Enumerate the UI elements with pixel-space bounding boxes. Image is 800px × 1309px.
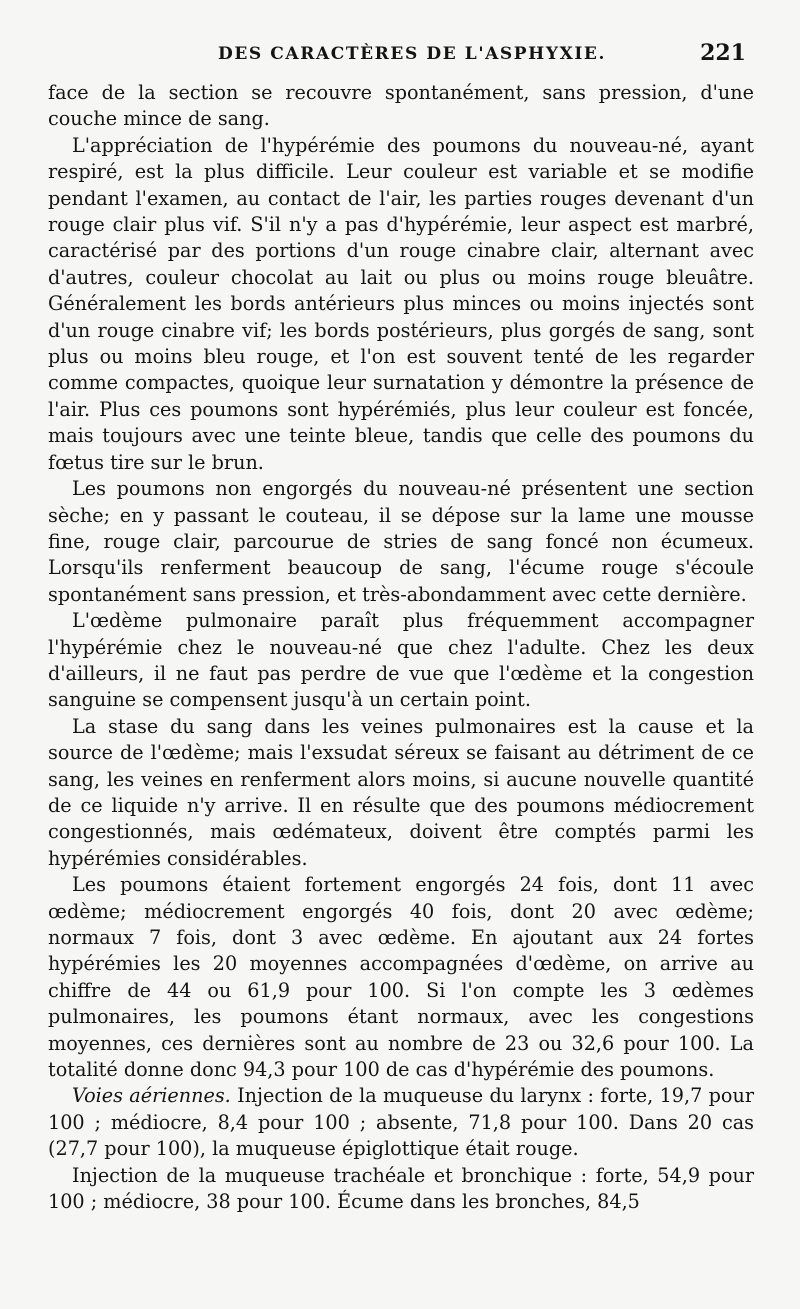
paragraph-non-engorged-lungs	[48, 476, 754, 608]
book-page	[48, 38, 754, 1215]
paragraph-text: Injection de la muqueuse trachéale et bronchique : forte, 54,9 pour 100 ; médiocre, 38 pour 100. Écume dans les bronches, 84,5	[48, 1163, 754, 1214]
paragraph-text: Les poumons étaient fortement engorgés 24 fois, dont 11 avec œdème; médiocrement engorgés 40 fois, dont 20 avec œdème; normaux 7 fois, dont 3 avec œdème. En ajoutant aux 24 fortes hypérémies les 20 moyennes accompagnées d'œdème, on arrive au chiffre de 44 ou 61,9 pour 100. Si l'on compte les 3 œdèmes pulmonaires, les poumons étant normaux, avec les congestions moyennes, ces dernières sont au nombre de 23 ou 32,6 pour 100. La totalité donne donc 94,3 pour 100 de cas d'hypérémie des poumons.	[48, 873, 754, 1082]
paragraph-tracheal-injection	[48, 1163, 754, 1216]
paragraph-text: L'œdème pulmonaire paraît plus fréquemment accompagner l'hypérémie chez le nouveau-né que chez l'adulte. Chez les deux d'ailleurs, il ne faut pas perdre de vue que l'œdème et la congestion sanguine se compensent jusqu'à un certain point.	[48, 609, 754, 712]
body-text	[48, 80, 754, 1215]
paragraph-text: Les poumons non engorgés du nouveau-né présentent une section sèche; en y passant le couteau, il se dépose sur la lame une mousse fine, rouge clair, parcourue de stries de sang foncé non écumeux. Lorsqu'ils renferment beaucoup de sang, l'écume rouge s'écoule spontanément sans pression, et très-abondamment avec cette dernière.	[48, 477, 754, 606]
paragraph-text: L'appréciation de l'hypérémie des poumons du nouveau-né, ayant respiré, est la plus difficile. Leur couleur est variable et se modifie pendant l'examen, au contact de l'air, les parties rouges devenant d'un rouge clair plus vif. S'il n'y a pas d'hypérémie, leur aspect est marbré, caractérisé par des portions d'un rouge cinabre clair, alternant avec d'autres, couleur chocolat au lait ou plus ou moins rouge bleuâtre. Généralement les bords antérieurs plus minces ou moins injectés sont d'un rouge cinabre vif; les bords postérieurs, plus gorgés de sang, sont plus ou moins bleu rouge, et l'on est souvent tenté de les regarder comme compactes, quoique leur surnatation y démontre la présence de l'air. Plus ces poumons sont hypérémiés, plus leur couleur est foncée, mais toujours avec une teinte bleue, tandis que celle des poumons du fœtus tire sur le brun.	[48, 133, 754, 474]
paragraph-text: face de la section se recouvre spontanément, sans pression, d'une couche mince de sang.	[48, 81, 754, 131]
paragraph-text: La stase du sang dans les veines pulmonaires est la cause et la source de l'œdème; mais l'exsudat séreux se faisant au détriment de ce sang, les veines en renferment alors moins, si aucune nouvelle quantité de ce liquide n'y arrive. Il en résulte que des poumons médiocrement congestionnés, mais œdémateux, doivent être comptés parmi les hypérémies considérables.	[48, 714, 754, 870]
paragraph-hyperemia-appreciation	[48, 133, 754, 476]
page-number: 221	[700, 40, 746, 66]
paragraph-airways	[48, 1083, 754, 1162]
paragraph-lead: Voies aériennes.	[72, 1084, 231, 1108]
page-header	[48, 38, 754, 74]
paragraph-pulmonary-edema	[48, 608, 754, 714]
paragraph-blood-stasis	[48, 714, 754, 872]
paragraph-continuation	[48, 80, 754, 133]
running-head: DES CARACTÈRES DE L'ASPHYXIE.	[218, 44, 606, 64]
paragraph-text: Injection de la muqueuse du larynx : forte, 19,7 pour 100 ; médiocre, 8,4 pour 100 ; absente, 71,8 pour 100. Dans 20 cas (27,7 pour 100), la muqueuse épiglottique était rouge.	[48, 1084, 754, 1161]
paragraph-lung-statistics	[48, 872, 754, 1083]
